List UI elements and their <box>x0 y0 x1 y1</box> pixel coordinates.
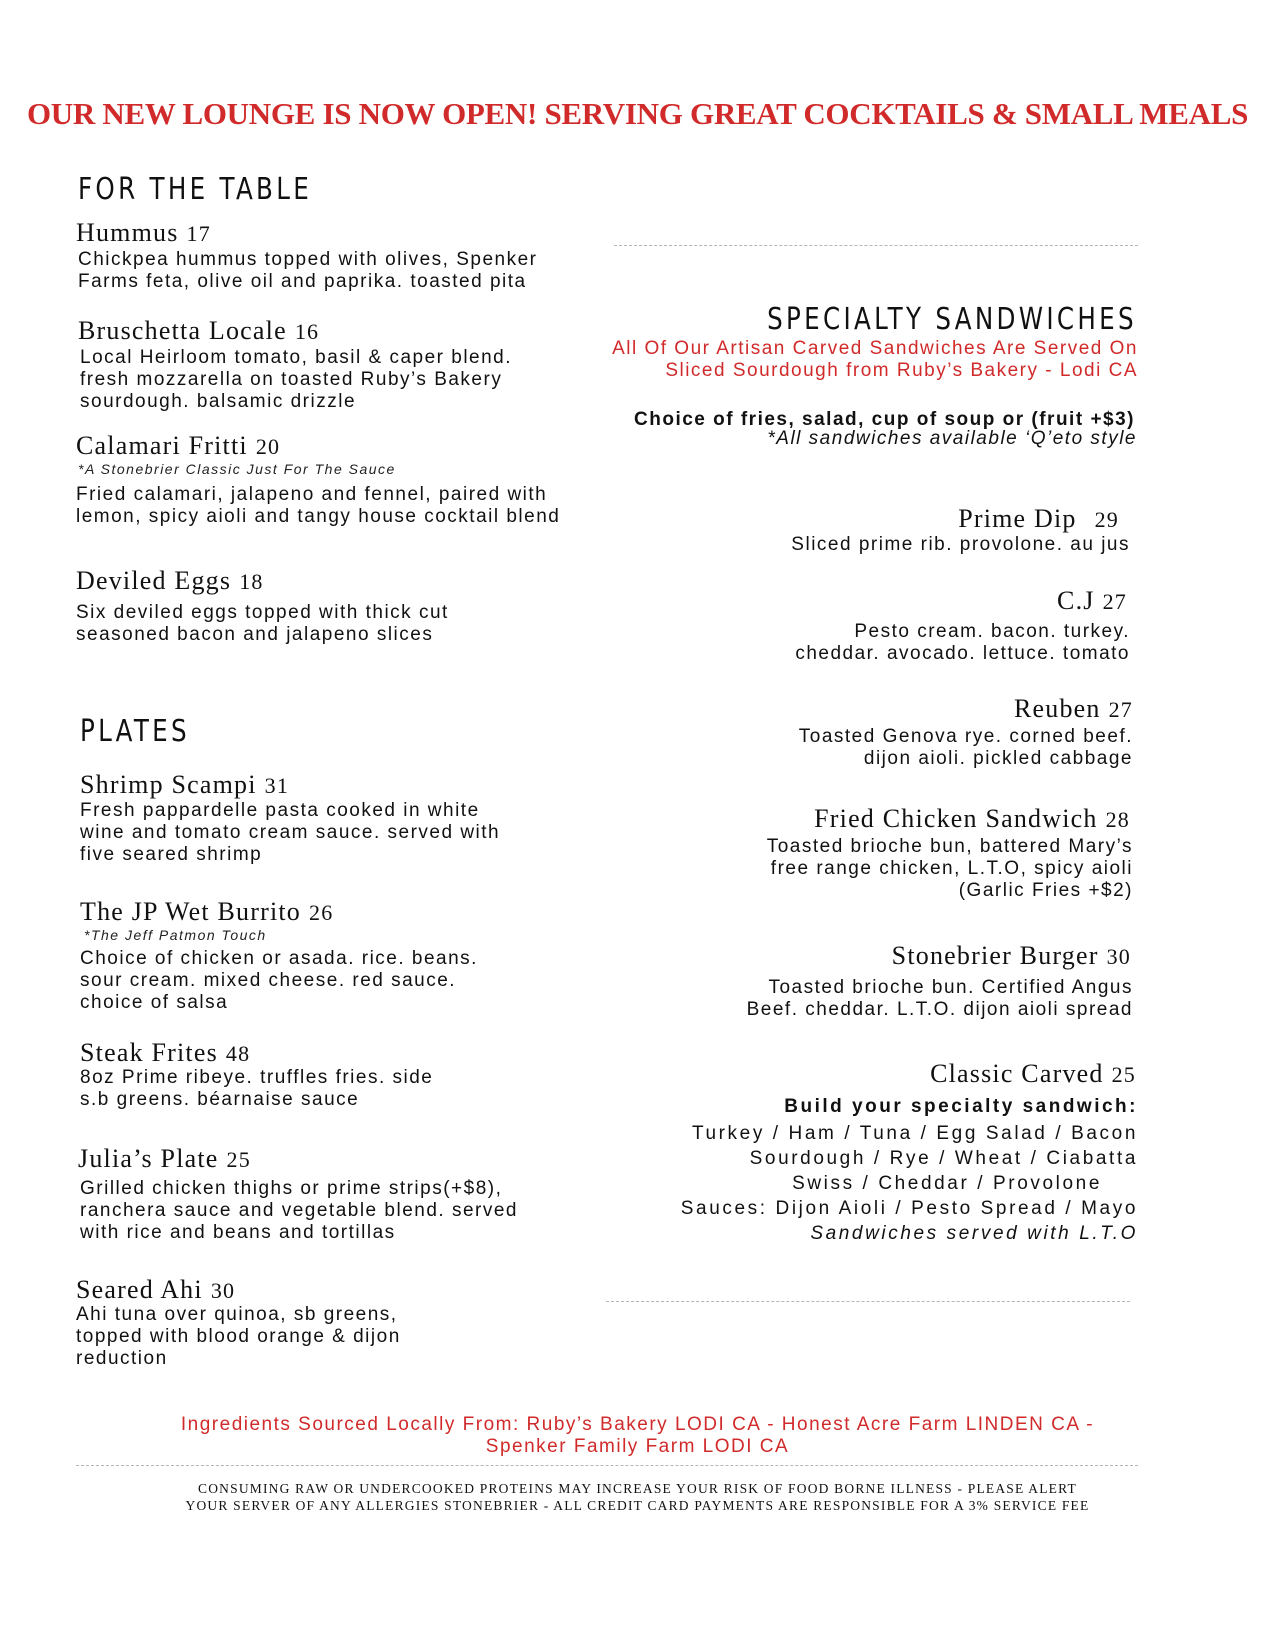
disclaimer-line: CONSUMING RAW OR UNDERCOOKED PROTEINS MAY INCREASE YOUR RISK OF FOOD BORNE ILLNESS - PLEASE ALERT <box>198 1481 1077 1496</box>
divider-rule <box>614 245 1138 246</box>
option-line: Swiss / Cheddar / Provolone <box>792 1173 1102 1194</box>
item-description <box>80 1178 518 1244</box>
desc-line: lemon, spicy aioli and tangy house cocktail blend <box>76 506 561 527</box>
desc-line: sour cream. mixed cheese. red sauce. <box>80 970 457 991</box>
item-name: Steak Frites <box>80 1038 218 1067</box>
item-name: C.J <box>1057 586 1095 615</box>
item-price: 31 <box>264 773 290 798</box>
for-the-table-title: FOR THE TABLE <box>78 172 313 207</box>
item-description <box>799 726 1133 770</box>
plates-title: PLATES <box>80 714 190 749</box>
menu-item-classic-carved <box>930 1059 1136 1089</box>
menu-item-steak-frites <box>80 1038 250 1068</box>
item-note: *A Stonebrier Classic Just For The Sauce <box>78 461 396 477</box>
desc-line: with rice and beans and tortillas <box>80 1222 396 1243</box>
desc-line: 8oz Prime ribeye. truffles fries. side <box>80 1067 434 1088</box>
menu-item-deviled-eggs <box>76 566 264 596</box>
item-description <box>747 977 1133 1021</box>
item-price: 30 <box>210 1278 236 1303</box>
desc-line: choice of salsa <box>80 992 229 1013</box>
desc-line: Chickpea hummus topped with olives, Spenker <box>78 249 538 270</box>
item-price: 20 <box>255 434 281 459</box>
build-options <box>681 1121 1138 1246</box>
desc-line: reduction <box>76 1348 168 1369</box>
item-description <box>80 948 478 1014</box>
menu-item-seared-ahi <box>76 1275 235 1305</box>
lounge-banner: OUR NEW LOUNGE IS NOW OPEN! SERVING GREAT COCKTAILS & SMALL MEALS <box>26 96 1249 131</box>
item-price: 26 <box>309 900 334 925</box>
item-description <box>78 249 537 293</box>
desc-line: Beef. cheddar. L.T.O. dijon aioli spread <box>746 999 1133 1020</box>
sourcing-line: Ingredients Sourced Locally From: Ruby’s Bakery LODI CA - Honest Acre Farm LINDEN CA - <box>180 1414 1095 1435</box>
menu-item-cj <box>1057 586 1127 616</box>
sourcing-line: Spenker Family Farm LODI CA <box>485 1436 790 1457</box>
menu-item-julias-plate <box>78 1144 251 1174</box>
item-price: 29 <box>1094 507 1119 532</box>
menu-item-prime-dip <box>958 504 1119 534</box>
item-price: 18 <box>239 569 264 594</box>
menu-item-calamari <box>76 431 280 461</box>
item-description <box>76 602 449 646</box>
desc-line: Toasted brioche bun. Certified Angus <box>768 977 1133 998</box>
desc-line: Fried calamari, jalapeno and fennel, paired with <box>76 484 548 505</box>
desc-line: Ahi tuna over quinoa, sb greens, <box>76 1304 398 1325</box>
desc-line: free range chicken, L.T.O, spicy aioli <box>770 858 1133 879</box>
item-name: Stonebrier Burger <box>891 941 1099 970</box>
subtitle-line: Sliced Sourdough from Ruby’s Bakery - Lodi CA <box>665 360 1138 381</box>
desc-line: Pesto cream. bacon. turkey. <box>854 621 1130 642</box>
item-name: Julia’s Plate <box>78 1144 219 1173</box>
item-description <box>76 1304 401 1370</box>
item-description <box>80 347 512 413</box>
option-line: Sourdough / Rye / Wheat / Ciabatta <box>749 1148 1138 1169</box>
desc-line: Local Heirloom tomato, basil & caper blend. <box>80 347 513 368</box>
sandwiches-subtitle <box>612 338 1138 382</box>
item-price: 16 <box>294 319 320 344</box>
menu-item-shrimp-scampi <box>80 770 289 800</box>
item-name: Deviled Eggs <box>76 566 232 595</box>
footer-rule <box>76 1465 1138 1466</box>
desc-line: five seared shrimp <box>80 844 263 865</box>
item-price: 28 <box>1105 807 1130 832</box>
item-name: Classic Carved <box>930 1059 1104 1088</box>
desc-line: s.b greens. béarnaise sauce <box>80 1089 360 1110</box>
item-description <box>76 484 560 528</box>
item-price: 48 <box>225 1041 251 1066</box>
desc-line: ranchera sauce and vegetable blend. served <box>80 1200 518 1221</box>
desc-line: sourdough. balsamic drizzle <box>80 391 357 412</box>
disclaimer-line: YOUR SERVER OF ANY ALLERGIES STONEBRIER - ALL CREDIT CARD PAYMENTS ARE RESPONSIBLE FOR A 3% SERVICE FEE <box>185 1498 1090 1513</box>
desc-line: Six deviled eggs topped with thick cut <box>76 602 449 623</box>
item-price: 30 <box>1106 944 1131 969</box>
build-heading: Build your specialty sandwich: <box>784 1096 1138 1117</box>
menu-item-stonebrier-burger <box>892 941 1131 971</box>
option-line: Sauces: Dijon Aioli / Pesto Spread / Mayo <box>680 1198 1138 1219</box>
menu-item-fried-chicken-sandwich <box>814 804 1130 834</box>
item-description <box>767 836 1133 902</box>
item-name: Reuben <box>1013 694 1101 723</box>
item-description <box>80 1067 433 1111</box>
item-price: 27 <box>1102 589 1127 614</box>
desc-line: dijon aioli. pickled cabbage <box>863 748 1133 769</box>
item-description <box>791 534 1130 556</box>
item-price: 17 <box>186 221 211 246</box>
desc-line: Fresh pappardelle pasta cooked in white <box>80 800 480 821</box>
desc-line: cheddar. avocado. lettuce. tomato <box>795 643 1130 664</box>
menu-item-reuben <box>1014 694 1133 724</box>
desc-line: (Garlic Fries +$2) <box>958 880 1133 901</box>
item-name: Hummus <box>76 218 179 247</box>
desc-line: seasoned bacon and jalapeno slices <box>76 624 434 645</box>
menu-item-hummus <box>76 218 211 248</box>
item-name: Calamari Fritti <box>76 431 248 460</box>
item-name: The JP Wet Burrito <box>80 897 301 926</box>
sourcing-note <box>0 1414 1275 1458</box>
menu-item-jp-wet-burrito <box>80 897 333 927</box>
desc-line: Farms feta, olive oil and paprika. toasted pita <box>78 271 527 292</box>
desc-line: Sliced prime rib. provolone. au jus <box>791 534 1130 555</box>
divider-rule <box>606 1301 1130 1302</box>
desc-line: Toasted brioche bun, battered Mary’s <box>766 836 1133 857</box>
menu-item-bruschetta <box>78 316 319 346</box>
specialty-sandwiches-title: SPECIALTY SANDWICHES <box>767 302 1137 337</box>
option-line: Turkey / Ham / Tuna / Egg Salad / Bacon <box>691 1123 1138 1144</box>
item-note: *The Jeff Patmon Touch <box>84 927 267 943</box>
item-name: Seared Ahi <box>76 1275 203 1304</box>
desc-line: Grilled chicken thighs or prime strips(+$8), <box>80 1178 503 1199</box>
desc-line: Toasted Genova rye. corned beef. <box>798 726 1133 747</box>
item-price: 27 <box>1108 697 1133 722</box>
desc-line: fresh mozzarella on toasted Ruby’s Bakery <box>80 369 503 390</box>
disclaimer <box>0 1480 1275 1514</box>
item-name: Fried Chicken Sandwich <box>814 804 1098 833</box>
item-name: Bruschetta Locale <box>78 316 287 345</box>
item-price: 25 <box>1111 1062 1136 1087</box>
subtitle-line: All Of Our Artisan Carved Sandwiches Are Served On <box>612 338 1138 359</box>
sides-choice: Choice of fries, salad, cup of soup or (fruit +$3) <box>634 409 1135 430</box>
desc-line: topped with blood orange & dijon <box>76 1326 401 1347</box>
item-description <box>795 621 1130 665</box>
item-name: Shrimp Scampi <box>80 770 257 799</box>
desc-line: Choice of chicken or asada. rice. beans. <box>80 948 478 969</box>
item-name: Prime Dip <box>958 504 1077 533</box>
desc-line: wine and tomato cream sauce. served with <box>80 822 501 843</box>
served-note: Sandwiches served with L.T.O <box>810 1223 1138 1244</box>
item-price: 25 <box>226 1147 251 1172</box>
item-description <box>80 800 500 866</box>
qeto-note: *All sandwiches available ‘Q’eto style <box>767 428 1137 449</box>
